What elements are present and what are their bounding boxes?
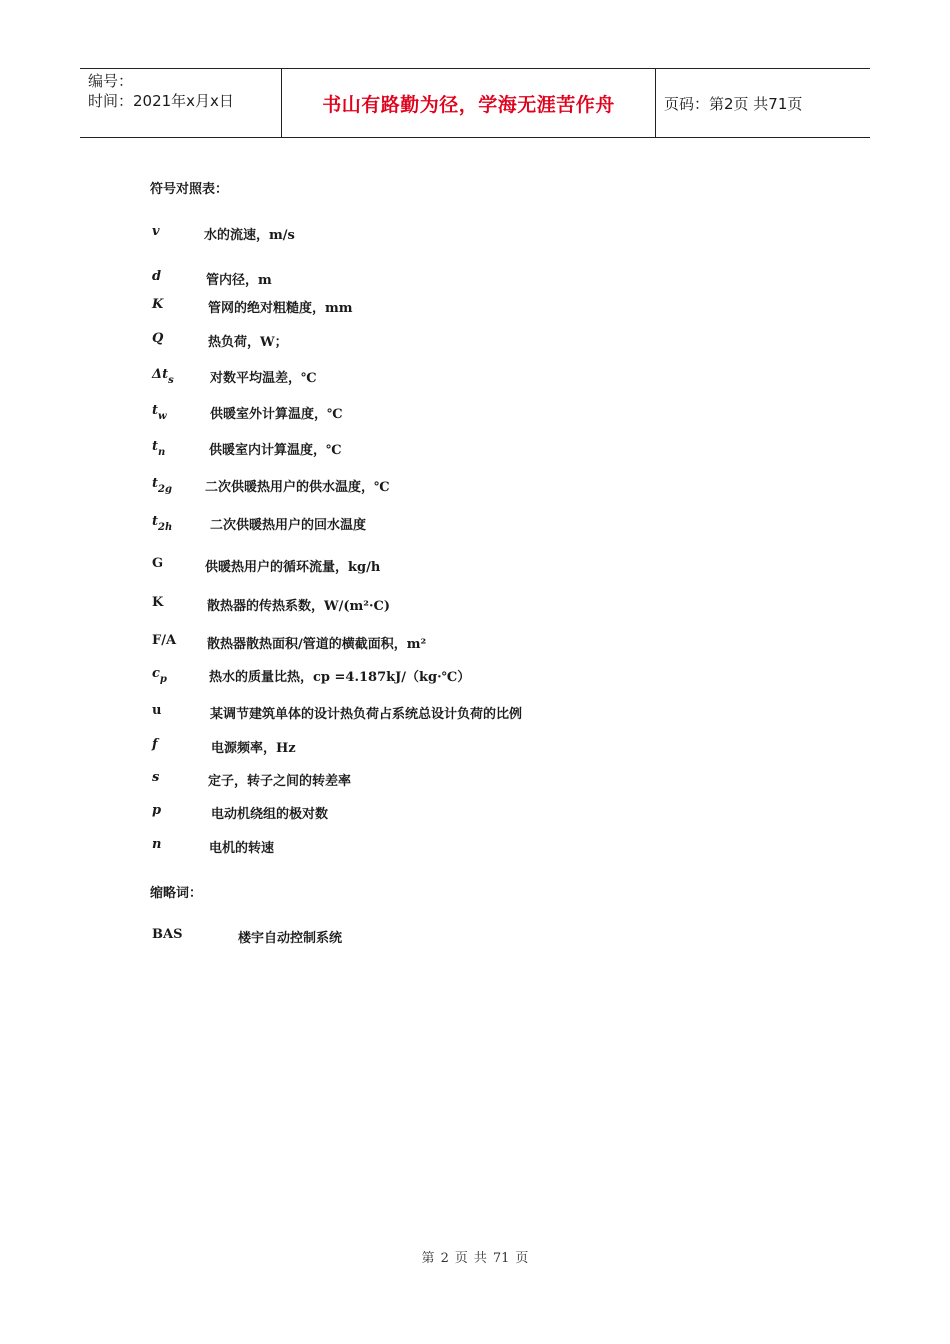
symbol-row xyxy=(150,331,850,357)
symbol-desc: 供暖热用户的循环流量，kg/h xyxy=(205,560,381,575)
symbol: Q xyxy=(152,331,164,346)
symbol: K xyxy=(152,595,164,610)
symbol-row xyxy=(150,803,850,829)
symbol-desc: 对数平均温差，℃ xyxy=(210,371,317,386)
symbol-row xyxy=(150,224,850,250)
symbol-row xyxy=(150,703,850,729)
symbol: F/A xyxy=(152,633,177,648)
symbol: $t_{2h}$ xyxy=(152,514,173,533)
symbol-row xyxy=(150,476,850,502)
symbol-desc: 供暖室外计算温度，℃ xyxy=(210,407,343,422)
symbol: $t_n$ xyxy=(152,439,166,458)
abbreviation: BAS xyxy=(152,927,183,942)
symbol: G xyxy=(152,556,164,571)
symbol-desc: 热水的质量比热，cp =4.187kJ/（kg·℃） xyxy=(209,670,471,685)
symbol-row xyxy=(150,439,850,465)
symbol-desc: 电动机绕组的极对数 xyxy=(211,807,329,822)
symbol-desc: 散热器的传热系数，W/(m²·C) xyxy=(207,599,390,614)
symbol-desc: 供暖室内计算温度，℃ xyxy=(209,443,342,458)
time-label: 时间：2021年x月x日 xyxy=(88,92,234,110)
symbol-desc: 管网的绝对粗糙度，mm xyxy=(208,301,353,316)
symbol: $t_{2g}$ xyxy=(152,476,172,495)
symbol-row xyxy=(150,770,850,796)
symbol: f xyxy=(152,737,158,752)
symbol-desc: 电机的转速 xyxy=(209,841,275,856)
symbol: n xyxy=(152,837,162,852)
abbreviation-desc: 楼宇自动控制系统 xyxy=(238,931,343,946)
symbol-row xyxy=(150,556,850,582)
symbol: $\Delta t_s$ xyxy=(152,367,174,386)
symbol-row xyxy=(150,737,850,763)
symbol-desc: 二次供暖热用户的回水温度 xyxy=(210,518,367,533)
footer-gong: 共 xyxy=(473,1251,487,1266)
symbol-row xyxy=(150,367,850,393)
symbol-desc: 管内径，m xyxy=(206,273,272,288)
symbol: $t_w$ xyxy=(152,403,167,422)
abbreviation-row xyxy=(150,927,850,953)
symbol: u xyxy=(152,703,162,718)
symbol-desc: 定子，转子之间的转差率 xyxy=(208,774,352,789)
symbol: p xyxy=(152,803,162,818)
symbol: d xyxy=(152,269,162,284)
number-label: 编号： xyxy=(88,72,134,90)
symbol-desc: 散热器散热面积/管道的横截面积，m² xyxy=(207,637,427,652)
page-footer xyxy=(0,1247,950,1266)
symbol-row xyxy=(150,666,850,692)
footer-di: 第 xyxy=(421,1251,435,1266)
symbol: s xyxy=(152,770,160,785)
symbol-row xyxy=(150,269,850,295)
symbol: $c_p$ xyxy=(152,666,167,685)
symbol-desc: 电源频率，Hz xyxy=(211,741,296,756)
symbols-title: 符号对照表： xyxy=(150,182,229,197)
symbol-desc: 热负荷，W； xyxy=(208,335,288,350)
symbol-row xyxy=(150,595,850,621)
symbol-row xyxy=(150,297,850,323)
symbol-row xyxy=(150,403,850,429)
page-header xyxy=(80,68,870,138)
symbol: K xyxy=(152,297,164,312)
symbol-row xyxy=(150,633,850,659)
abbreviations-title: 缩略词： xyxy=(150,886,203,901)
header-left xyxy=(80,69,280,139)
symbol-desc: 某调节建筑单体的设计热负荷占系统总设计负荷的比例 xyxy=(210,707,523,722)
symbol-desc: 水的流速，m/s xyxy=(204,228,295,243)
header-page-label: 页码：第2页 共71页 xyxy=(664,94,803,113)
footer-total-pages: 71 xyxy=(492,1251,510,1266)
header-motto: 书山有路勤为径，学海无涯苦作舟 xyxy=(281,69,656,137)
footer-ye2: 页 xyxy=(515,1251,529,1266)
footer-page-number: 2 xyxy=(440,1251,449,1266)
symbol: v xyxy=(152,224,160,239)
symbol-row xyxy=(150,514,850,540)
symbol-desc: 二次供暖热用户的供水温度，℃ xyxy=(205,480,390,495)
symbol-row xyxy=(150,837,850,863)
footer-ye: 页 xyxy=(454,1251,468,1266)
